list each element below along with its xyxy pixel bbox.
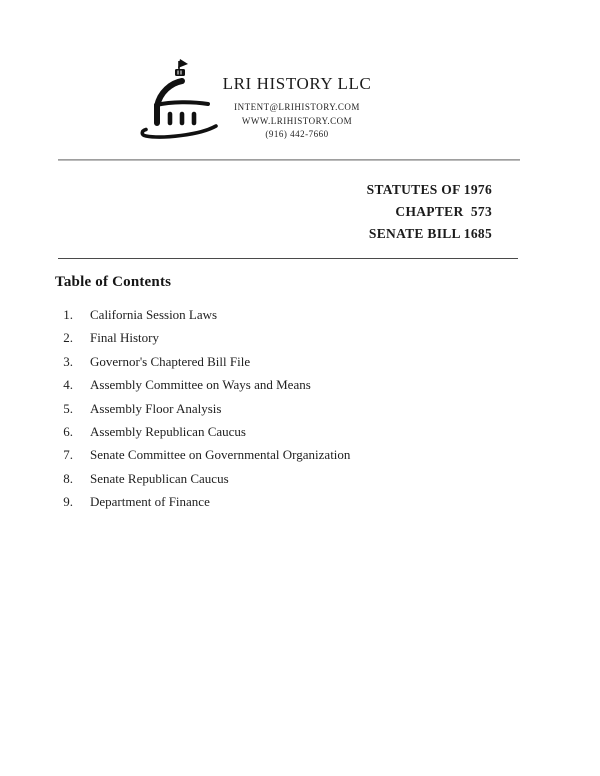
- toc-item: [0, 490, 600, 513]
- toc-item-label: Final History: [90, 330, 159, 346]
- toc-heading: Table of Contents: [55, 274, 172, 290]
- toc-item-label: Governor's Chaptered Bill File: [90, 353, 251, 369]
- toc-item-number: 8.: [63, 470, 73, 486]
- chapter-number: CHAPTER 573: [395, 204, 492, 219]
- toc-item: [0, 420, 600, 443]
- toc-item: [0, 443, 600, 466]
- toc-item-number: 1.: [63, 307, 73, 322]
- toc-item-number: 5.: [63, 400, 73, 416]
- toc-item: [0, 303, 600, 326]
- toc-item: [0, 467, 600, 490]
- toc-item: [0, 397, 600, 420]
- divider-bottom: [58, 258, 518, 259]
- statute-block: [367, 179, 492, 245]
- toc-item-label: Department of Finance: [90, 494, 210, 510]
- toc-item: [0, 350, 600, 373]
- toc-item-number: 2.: [63, 330, 73, 346]
- phone-text: (916) 442-7660: [265, 129, 329, 139]
- toc-item-label: California Session Laws: [90, 307, 218, 322]
- toc-item-number: 3.: [63, 353, 73, 369]
- toc-item: [0, 326, 600, 349]
- toc-item-label: Assembly Floor Analysis: [90, 400, 222, 416]
- divider-top: [58, 159, 520, 161]
- toc-item-label: Senate Republican Caucus: [90, 470, 229, 486]
- toc-item-label: Assembly Committee on Ways and Means: [90, 377, 311, 393]
- toc-item-label: Senate Committee on Governmental Organization: [90, 447, 351, 463]
- toc-item-number: 4.: [63, 377, 73, 393]
- toc-item: [0, 373, 600, 396]
- senate-bill-number: SENATE BILL 1685: [368, 226, 492, 241]
- toc-item-number: 6.: [63, 423, 73, 439]
- statutes-of-year: STATUTES OF 1976: [366, 182, 492, 197]
- toc-list: [0, 303, 600, 514]
- toc-item-label: Assembly Republican Caucus: [90, 423, 246, 439]
- toc-item-number: 7.: [63, 447, 73, 463]
- email-text: INTENT@LRIHISTORY.COM: [234, 102, 360, 112]
- letterhead: [197, 74, 397, 142]
- website-text: WWW.LRIHISTORY.COM: [241, 115, 353, 126]
- toc-item-number: 9.: [63, 494, 73, 510]
- company-name: LRI HISTORY LLC: [222, 74, 372, 93]
